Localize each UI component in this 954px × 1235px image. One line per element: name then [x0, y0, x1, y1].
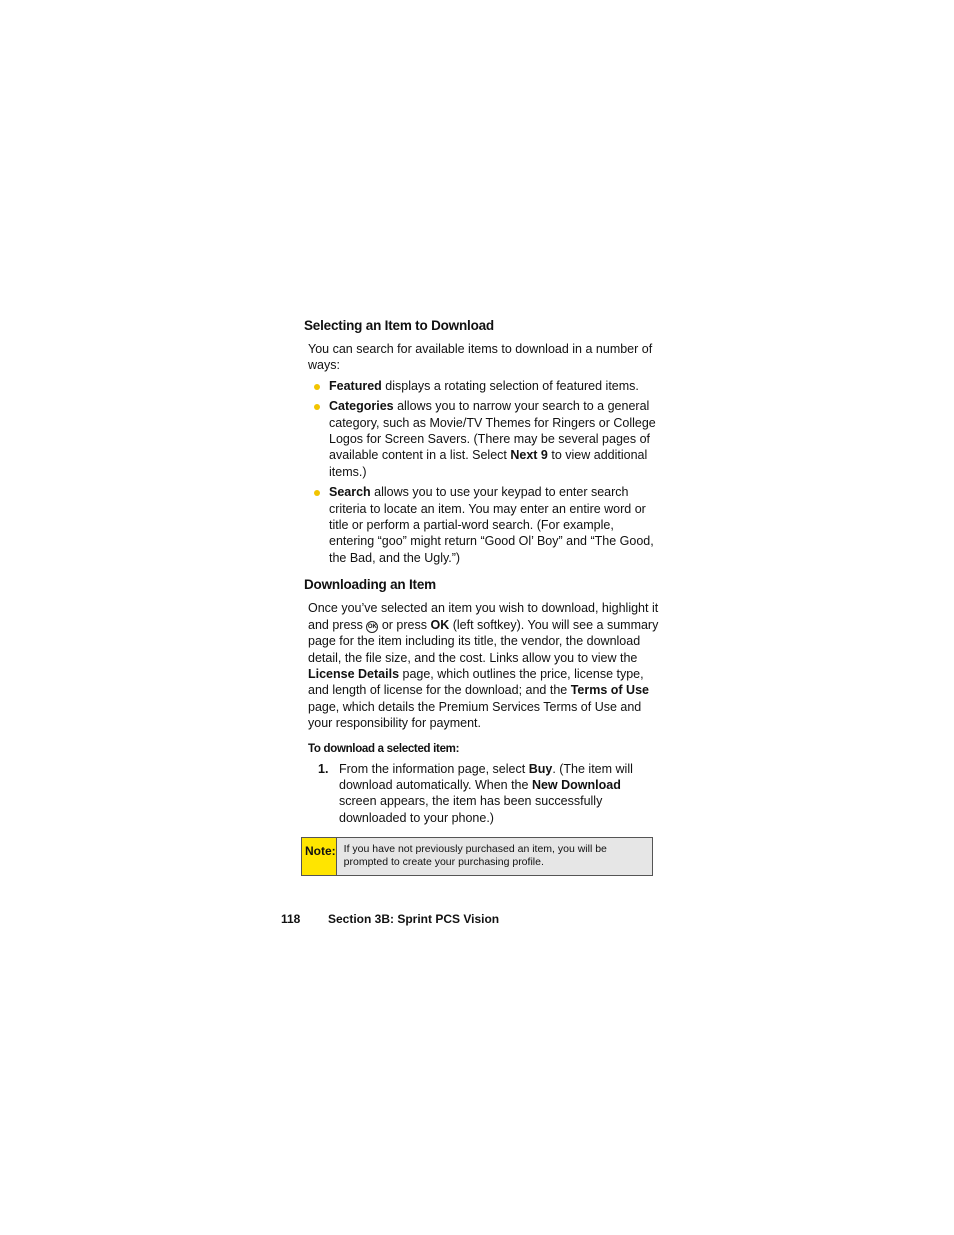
note-text: If you have not previously purchased an item, you will be prompted to create your purchasing profile. — [343, 843, 607, 868]
list-item-featured: Featured displays a rotating selection of featured items. — [304, 378, 660, 394]
download-paragraph: Once you’ve selected an item you wish to download, highlight it and press OK or press OK (left softkey). You will see a summary page for the item including its title, the vendor, the download detail, the file size, and the cost. Links allow you to view the License Details page, which outlines the price, license type, and length of license for the download; and the Terms of Use page, which details the Premium Services Terms of Use and your responsibility for payment. — [308, 601, 659, 731]
heading-selecting-item: Selecting an Item to Download — [304, 318, 494, 333]
section-title: Section 3B: Sprint PCS Vision — [328, 912, 500, 926]
page-content — [304, 316, 660, 826]
page-number: 118 — [281, 912, 301, 926]
bullet-icon — [314, 384, 320, 390]
step-1: 1. From the information page, select Buy. (The item will download automatically. When the New Download screen appears, the item has been successfully downloaded to your phone.) — [318, 761, 633, 825]
list-item-categories: Categories allows you to narrow your search to a general category, such as Movie/TV Themes for Ringers or College Logos for Screen Savers. (There may be several pages of available content in a list. Select Next 9 to view additional items.) — [304, 398, 660, 480]
procedure-label: To download a selected item: — [308, 742, 460, 755]
bullet-icon — [314, 404, 320, 410]
bullet-icon — [314, 490, 320, 496]
intro-paragraph: You can search for available items to download in a number of ways: — [308, 342, 653, 373]
step-number: 1. — [318, 761, 329, 776]
ok-key-icon: OK — [366, 621, 378, 633]
note-box — [301, 837, 653, 876]
download-methods-list — [304, 378, 660, 566]
heading-downloading-item: Downloading an Item — [304, 577, 436, 593]
note-label: Note: — [302, 838, 337, 875]
list-item-search: Search allows you to use your keypad to enter search criteria to locate an item. You may enter an entire word or title or perform a partial-word search. (For example, entering “goo” might return “Good Ol’ Boy” and “The Good, the Bad, and the Ugly.”) — [304, 484, 660, 566]
